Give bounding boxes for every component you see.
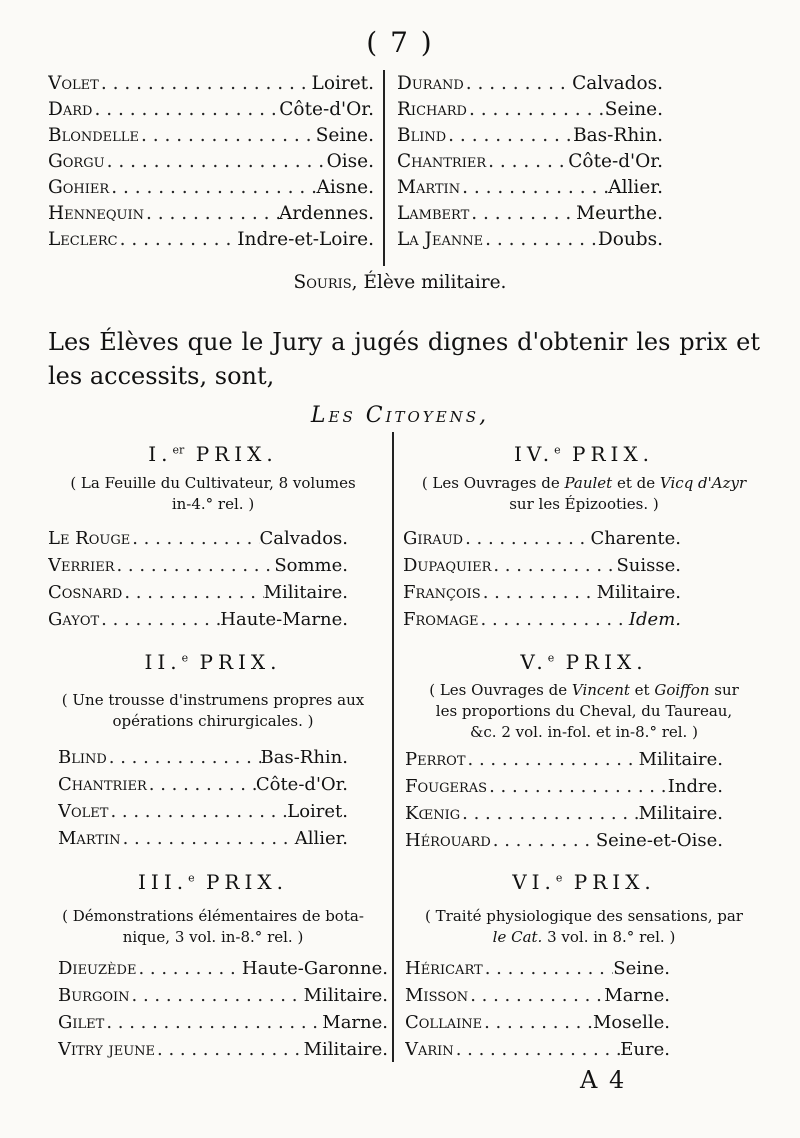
prize-heading-1: I.$^{er}$ PRIX. — [148, 442, 278, 466]
eleve-militaire-line: Souris, Élève militaire. — [293, 272, 507, 293]
prize-description-6: ( Traité physiologique des sensations, par le Cat. 3 vol. in 8.° rel. ) — [425, 907, 743, 946]
list-item: Gayot . . . Haute-Marne. — [48, 609, 348, 636]
list-item: Verrier . . . Somme. — [48, 555, 348, 582]
prize-heading-6: VI.$^e$ PRIX. — [512, 870, 656, 894]
list-item: Blind . . . Bas-Rhin. — [58, 747, 348, 774]
prize-winners-2 — [58, 747, 348, 855]
intro-paragraph: Les Élèves que le Jury a jugés dignes d'obtenir les prix et les accessits, sont, — [48, 328, 760, 390]
list-item: Gorgu . . . Oise. — [48, 151, 374, 177]
prize-description-1: ( La Feuille du Cultivateur, 8 volumes in-4.° rel. ) — [70, 474, 356, 513]
prize-description-4: ( Les Ouvrages de Paulet et de Vicq d'Azyr sur les Épizooties. ) — [421, 474, 747, 513]
list-item: Lambert . . . Meurthe. — [397, 203, 663, 229]
list-item: Kœnig . . . Militaire. — [405, 803, 723, 830]
list-item: Vitry jeune . . . Militaire. — [58, 1039, 388, 1066]
list-item: Cosnard . . . Militaire. — [48, 582, 348, 609]
column-divider — [392, 432, 394, 1062]
list-item: Collaine . . . Moselle. — [405, 1012, 670, 1039]
list-item: Gohier . . . Aisne. — [48, 177, 374, 203]
list-item: Gilet . . . Marne. — [58, 1012, 388, 1039]
list-item: Chantrier . . . Côte-d'Or. — [397, 151, 663, 177]
list-item: Hennequin . . . Ardennes. — [48, 203, 374, 229]
list-item: Dard . . . Côte-d'Or. — [48, 99, 374, 125]
prize-description-2: ( Une trousse d'instrumens propres aux opérations chirurgicales. ) — [61, 691, 365, 730]
list-item: Durand . . . Calvados. — [397, 73, 663, 99]
list-item: Giraud . . . Charente. — [403, 528, 681, 555]
list-item: Burgoin . . . Militaire. — [58, 985, 388, 1012]
prize-winners-4 — [403, 528, 681, 636]
list-item: Varin . . . Eure. — [405, 1039, 670, 1066]
list-item: Chantrier . . . Côte-d'Or. — [58, 774, 348, 801]
list-item: Blind . . . Bas-Rhin. — [397, 125, 663, 151]
list-item: Volet . . . Loiret. — [48, 73, 374, 99]
prize-description-3: ( Démonstrations élémentaires de bota- nique, 3 vol. in-8.° rel. ) — [62, 907, 364, 946]
prize-winners-3 — [58, 958, 388, 1066]
list-item: Hérouard . . . Seine-et-Oise. — [405, 830, 723, 857]
prize-winners-1 — [48, 528, 348, 636]
list-item: Dieuzède . . . Haute-Garonne. — [58, 958, 388, 985]
prize-description-5: ( Les Ouvrages de Vincent et Goiffon sur les proportions du Cheval, du Taureau, &c. 2 vol. in-fol. et in-8.° rel. ) — [429, 681, 739, 741]
list-item: Martin . . . Allier. — [58, 828, 348, 855]
column-divider — [383, 70, 385, 266]
list-item: Martin . . . Allier. — [397, 177, 663, 203]
list-item: Leclerc . . . Indre-et-Loire. — [48, 229, 374, 255]
list-item: Le Rouge . . . Calvados. — [48, 528, 348, 555]
prize-heading-3: III.$^e$ PRIX. — [138, 870, 288, 894]
list-item: Blondelle . . . Seine. — [48, 125, 374, 151]
prize-heading-5: V.$^e$ PRIX. — [520, 650, 648, 674]
student-list-left — [48, 73, 374, 255]
prize-winners-6 — [405, 958, 670, 1066]
list-item: La Jeanne . . . Doubs. — [397, 229, 663, 255]
list-item: Fougeras . . . Indre. — [405, 776, 723, 803]
citoyens-heading: Les Citoyens, — [310, 403, 490, 428]
list-item: Volet . . . Loiret. — [58, 801, 348, 828]
list-item: Misson . . . Marne. — [405, 985, 670, 1012]
student-list-right — [397, 73, 663, 255]
list-item: Richard . . . Seine. — [397, 99, 663, 125]
list-item: Dupaquier . . . Suisse. — [403, 555, 681, 582]
page-number: ( 7 ) — [366, 26, 434, 59]
list-item: Héricart . . . Seine. — [405, 958, 670, 985]
prize-heading-4: IV.$^e$ PRIX. — [513, 442, 655, 466]
list-item: François . . . Militaire. — [403, 582, 681, 609]
signature-mark: A 4 — [580, 1066, 627, 1094]
list-item: Perrot . . . Militaire. — [405, 749, 723, 776]
list-item: Fromage . . . Idem. — [403, 609, 681, 636]
prize-heading-2: II.$^e$ PRIX. — [144, 650, 282, 674]
prize-winners-5 — [405, 749, 723, 857]
